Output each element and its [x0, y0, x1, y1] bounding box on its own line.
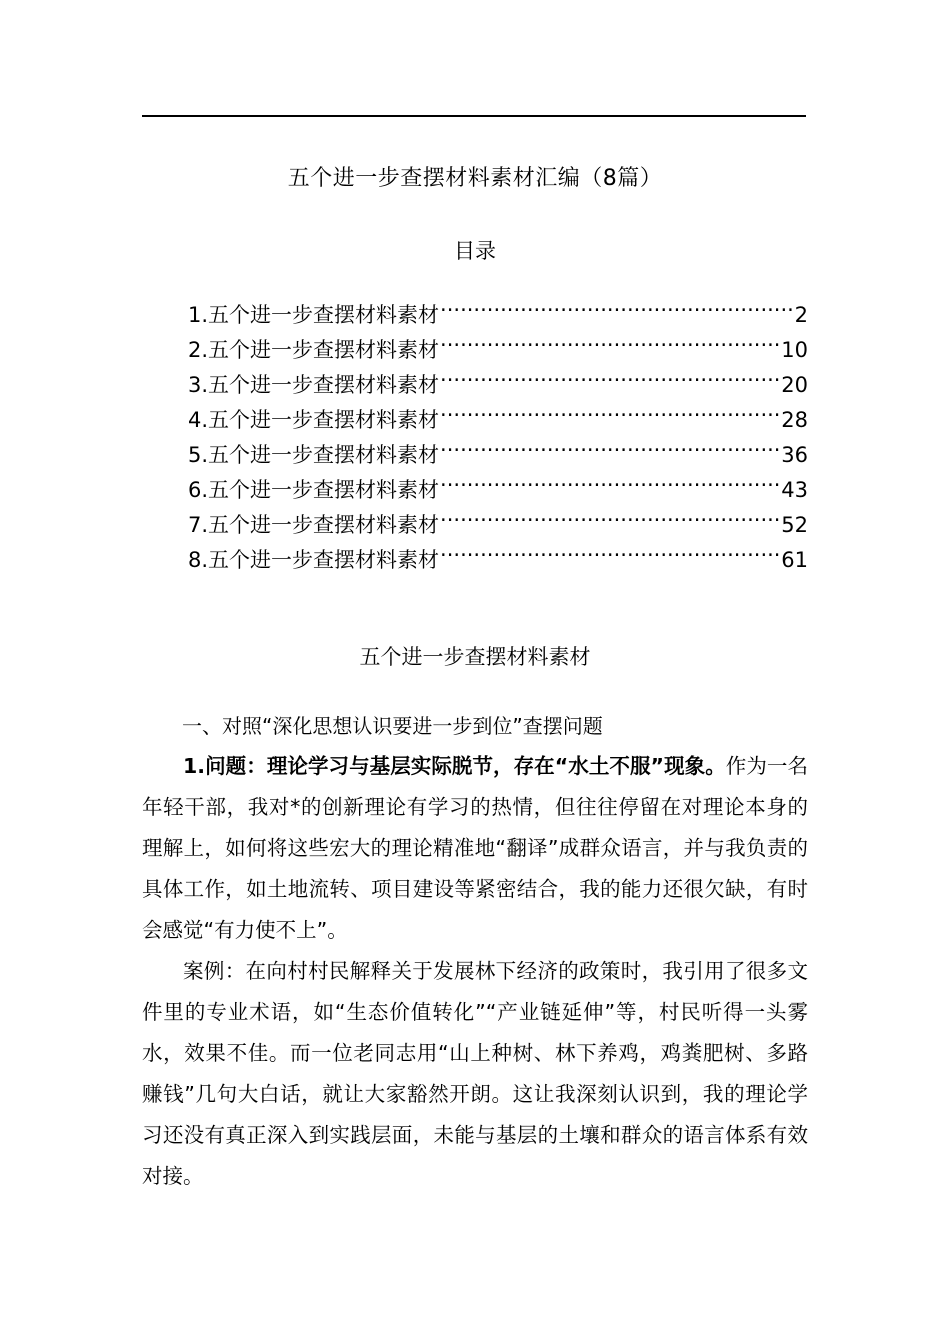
body-paragraph-problem — [142, 746, 808, 951]
toc-entry-page: 52 — [781, 513, 808, 537]
toc-entry-label: 8.五个进一步查摆材料素材 — [188, 548, 440, 572]
toc-entry[interactable] — [188, 543, 808, 578]
toc-dot-leader — [440, 511, 780, 532]
toc-entry-label: 3.五个进一步查摆材料素材 — [188, 373, 440, 397]
toc-entry[interactable] — [188, 438, 808, 473]
toc-dot-leader — [440, 441, 780, 462]
toc-entry-label: 7.五个进一步查摆材料素材 — [188, 513, 440, 537]
toc-entry-page: 10 — [781, 338, 808, 362]
toc-entry-page: 36 — [781, 443, 808, 467]
toc-entry-label: 5.五个进一步查摆材料素材 — [188, 443, 440, 467]
toc-entry[interactable] — [188, 368, 808, 403]
toc-dot-leader — [440, 301, 794, 322]
toc-entry-label: 1.五个进一步查摆材料素材 — [188, 303, 440, 327]
section-heading-one: 一、对照“深化思想认识要进一步到位”查摆问题 — [182, 714, 603, 738]
toc-dot-leader — [440, 546, 780, 567]
toc-entry-page: 2 — [794, 303, 808, 327]
toc-entry-page: 28 — [781, 408, 808, 432]
toc-entry[interactable] — [188, 403, 808, 438]
toc-entry[interactable] — [188, 333, 808, 368]
body-paragraph-case — [142, 951, 808, 1197]
toc-entry-label: 4.五个进一步查摆材料素材 — [188, 408, 440, 432]
toc-entry-page: 43 — [781, 478, 808, 502]
problem-body-text: 作为一名年轻干部，我对*的创新理论有学习的热情，但往往停留在对理论本身的理解上，如何将这些宏大的理论精准地“翻译”成群众语言，并与我负责的具体工作，如土地流转、项目建设等紧密结合，我的能力还很欠缺，有时会感觉“有力使不上”。 — [142, 754, 808, 942]
toc-entry-label: 2.五个进一步查摆材料素材 — [188, 338, 440, 362]
toc-entry-label: 6.五个进一步查摆材料素材 — [188, 478, 440, 502]
toc-entry-page: 61 — [781, 548, 808, 572]
toc-dot-leader — [440, 371, 780, 392]
document-title: 五个进一步查摆材料素材汇编（8篇） — [287, 166, 663, 191]
toc-entry[interactable] — [188, 298, 808, 333]
toc-entry-page: 20 — [781, 373, 808, 397]
toc-dot-leader — [440, 336, 780, 357]
toc-entry[interactable] — [188, 508, 808, 543]
table-of-contents — [142, 298, 808, 578]
header-rule-divider — [142, 115, 806, 117]
toc-dot-leader — [440, 406, 780, 427]
toc-entry[interactable] — [188, 473, 808, 508]
problem-bold-lead: 1.问题：理论学习与基层实际脱节，存在“水土不服”现象。 — [183, 754, 726, 778]
toc-heading: 目录 — [454, 239, 496, 263]
article-heading: 五个进一步查摆材料素材 — [359, 645, 591, 669]
case-body-text: 案例：在向村村民解释关于发展林下经济的政策时，我引用了很多文件里的专业术语，如“生态价值转化”“产业链延伸”等，村民听得一头雾水，效果不佳。而一位老同志用“山上种树、林下养鸡，鸡粪肥树、多路赚钱”几句大白话，就让大家豁然开朗。这让我深刻认识到，我的理论学习还没有真正深入到实践层面，未能与基层的土壤和群众的语言体系有效对接。 — [142, 959, 808, 1188]
toc-dot-leader — [440, 476, 780, 497]
page-content — [142, 140, 808, 1197]
